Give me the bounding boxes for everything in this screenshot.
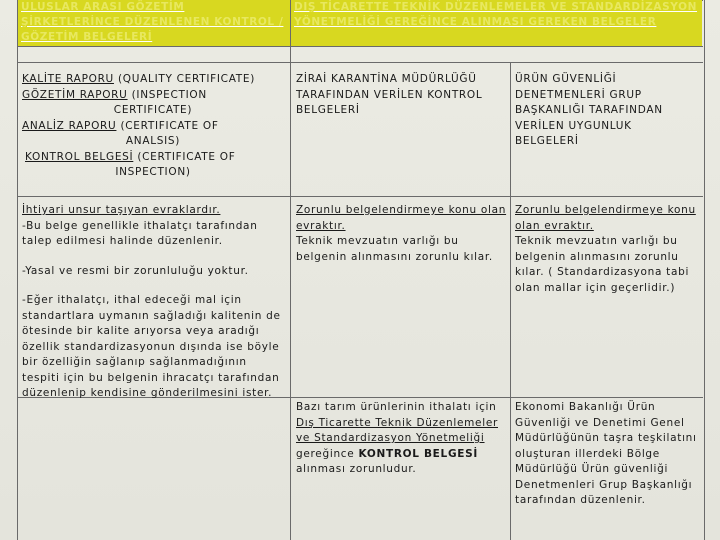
product-safety-docs: ÜRÜN GÜVENLİĞİ DENETMENLERİ GRUP BAŞKANLIĞI TARAFINDAN VERİLEN UYGUNLUK BELGELERİ	[515, 73, 663, 147]
conformity-docs-description	[515, 203, 699, 296]
optional-docs-heading: İhtiyari unsur taşıyan evraklardır.	[22, 204, 221, 216]
optional-docs-description	[22, 203, 286, 402]
mandatory-docs-p1: Teknik mevzuatın varlığı bu belgenin alınmasını zorunlu kılar.	[296, 235, 493, 263]
mandatory-docs-heading: Zorunlu belgelendirmeye konu olan evraktır.	[296, 204, 507, 232]
row-divider	[17, 196, 703, 197]
optional-docs-p1: -Bu belge genellikle ithalatçı tarafından talep edilmesi halinde düzenlenir.	[22, 219, 258, 247]
row-divider	[290, 397, 703, 398]
issuing-authority-note: Ekonomi Bakanlığı Ürün Güvenliği ve Denetimi Genel Müdürlüğünün taşra teşkilatını oluşturan illerdeki Bölge Müdürlüğü Ürün güvenliği Denetmenleri Grup Başkanlığı tarafından düzenlenir.	[515, 401, 697, 506]
conformity-docs-heading: Zorunlu belgelendirmeye konu olan evraktır.	[515, 204, 696, 232]
control-certificate-term: KONTROL BELGESİ	[358, 447, 479, 460]
row-divider	[17, 62, 703, 63]
quality-report-label: KALİTE RAPORU	[22, 73, 114, 85]
control-certificate-en: (CERTIFICATE OF	[133, 150, 236, 163]
control-certificate-en-cont: INSPECTION)	[115, 166, 191, 178]
analysis-report-en: (CERTIFICATE OF	[116, 119, 219, 132]
agri-import-note-post: alınması zorunludur.	[296, 463, 417, 475]
agri-import-note-mid: gereğince	[296, 447, 359, 460]
inspection-report-label: GÖZETİM RAPORU	[22, 88, 128, 101]
quality-report-en: (QUALITY CERTIFICATE)	[113, 73, 256, 85]
header-gozetim-belgeleri: ULUSLAR ARASI GÖZETİM ŞİRKETLERİNCE DÜZENLENEN KONTROL / GÖZETİM BELGELERİ	[18, 0, 290, 46]
control-certificate-label: KONTROL BELGESİ	[25, 150, 134, 163]
agricultural-quarantine-docs: ZİRAİ KARANTİNA MÜDÜRLÜĞÜ TARAFINDAN VERİLEN KONTROL BELGELERİ	[296, 73, 483, 116]
column-divider	[290, 0, 291, 540]
mandatory-docs-description	[296, 203, 508, 265]
header-teknik-duzenleme-belgeleri: DIŞ TİCARETTE TEKNİK DÜZENLEMELER VE STANDARDİZASYON YÖNETMELİĞİ GEREĞİNCE ALINMASI GEREKEN BELGELER	[291, 0, 702, 46]
analysis-report-label: ANALİZ RAPORU	[22, 119, 117, 132]
agri-import-note-pre: Bazı tarım ürünlerinin ithalatı için	[296, 401, 497, 413]
regulation-name: Dış Ticarette Teknik Düzenlemeler ve Standardizasyon Yönetmeliği	[296, 416, 498, 444]
analysis-report-en-cont: ANALSIS)	[125, 135, 181, 147]
inspection-report-en-cont: CERTIFICATE)	[113, 104, 193, 116]
row-divider	[17, 46, 703, 47]
certificate-types	[22, 72, 284, 181]
conformity-docs-p1: Teknik mevzuatın varlığı bu belgenin alınmasını zorunlu kılar. ( Standardizasyona tabi olan mallar için geçerlidir.)	[515, 235, 690, 294]
column-divider	[510, 62, 511, 540]
agri-import-note	[296, 400, 508, 478]
inspection-report-en: (INSPECTION	[127, 88, 207, 101]
optional-docs-p3: -Eğer ithalatçı, ithal edeceği mal için standartlara uymanın sağladığı kalitenin de ötesinde bir kalite arıyorsa veya aradığı özellik standardizasyonun dışında ise böyle bir özelliğin sağlanıp sağlanmadığının tespiti için bu belgenin ihracatçı tarafından düzenlenip kendisine gönderilmesini ister.	[22, 294, 281, 399]
optional-docs-p2: -Yasal ve resmi bir zorunluluğu yoktur.	[22, 264, 249, 277]
